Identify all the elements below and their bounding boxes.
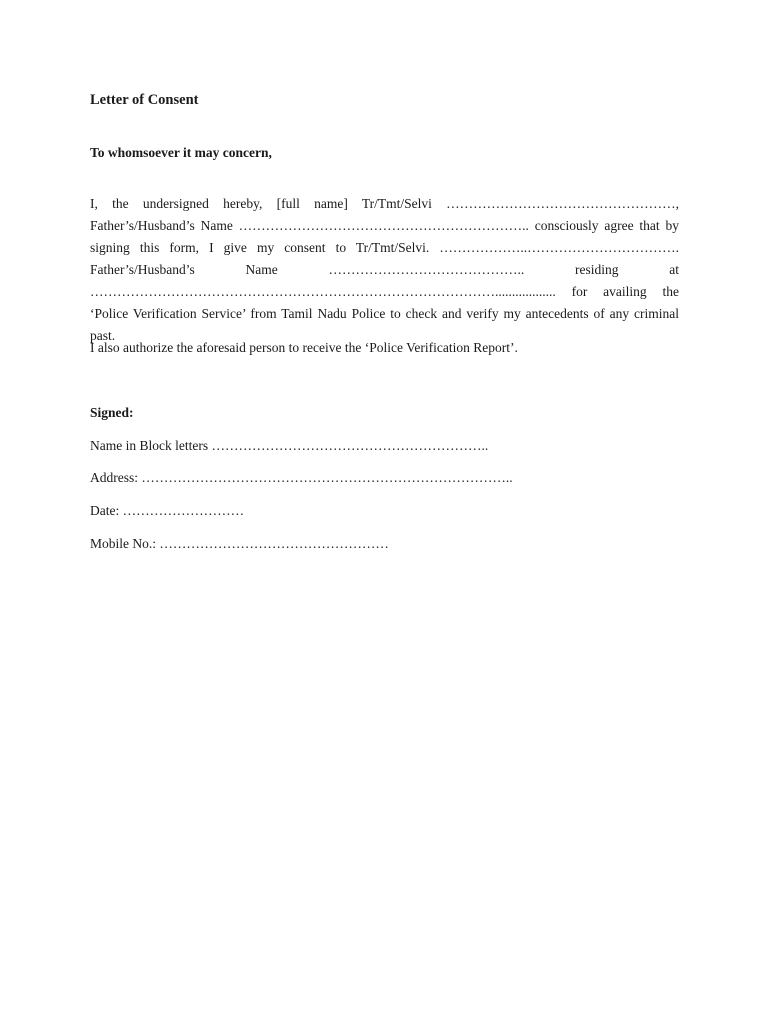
date-field: Date: ……………………… [90,503,245,518]
letter-title: Letter of Consent [90,92,199,108]
address-field: Address: ……………………………………………………………………….. [90,470,513,485]
letter-body [90,88,679,551]
salutation: To whomsoever it may concern, [90,145,272,160]
name-in-block-letters-field: Name in Block letters …………………………………………………….. [90,438,489,453]
signed-label: Signed: [90,405,134,420]
mobile-number-field: Mobile No.: …………………………………………… [90,536,389,551]
authorization-paragraph: I also authorize the aforesaid person to receive the ‘Police Verification Report’. [90,340,518,355]
consent-paragraph: I, the undersigned hereby, [full name] Tr/Tmt/Selvi ……………………………………………, Father’s/Husband’s Name ……………………………………………………….. consciously agree that by signing this form, I give my consent to Tr/Tmt/Selvi. ………………..……………………………. Father’s/Husband’s Name …………………………………….. residing at ……………………………………………………………………………….................. for availing the ‘Police Verification Service’ from Tamil Nadu Police to check and verify my antecedents of any criminal past. [90,196,679,343]
